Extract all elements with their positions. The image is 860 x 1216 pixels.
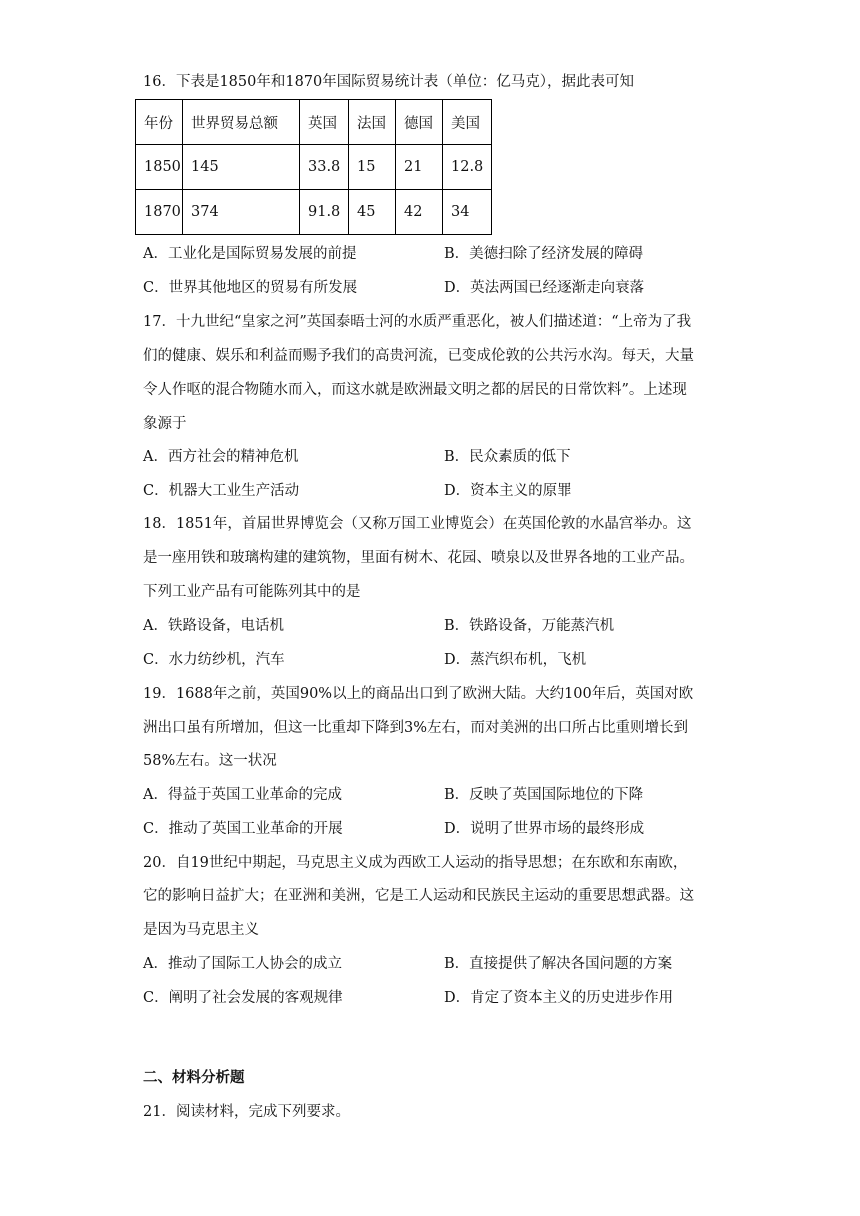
question-19-stem-line: 58%左右。这一状况 [143, 753, 277, 769]
table-header-cell: 德国 [396, 100, 443, 145]
question-17-option-a[interactable]: A．西方社会的精神危机 [143, 449, 299, 465]
question-20-option-b[interactable]: B．直接提供了解决各国问题的方案 [444, 956, 673, 972]
table-cell: 15 [349, 145, 396, 190]
question-20-option-d[interactable]: D．肯定了资本主义的历史进步作用 [444, 990, 674, 1006]
question-17-option-b[interactable]: B．民众素质的低下 [444, 449, 571, 465]
question-20-stem-line: 20．自19世纪中期起，马克思主义成为西欧工人运动的指导思想；在东欧和东南欧， [143, 855, 688, 871]
question-16-option-d[interactable]: D．英法两国已经逐渐走向衰落 [444, 280, 645, 296]
table-cell: 1870 [136, 190, 183, 235]
table-cell: 374 [183, 190, 300, 235]
table-row [136, 145, 492, 190]
question-19-option-d[interactable]: D．说明了世界市场的最终形成 [444, 821, 645, 837]
question-18-option-a[interactable]: A．铁路设备，电话机 [143, 618, 284, 634]
question-17-stem-line: 们的健康、娱乐和利益而赐予我们的高贵河流，已变成伦敦的公共污水沟。每天，大量 [143, 348, 694, 364]
table-cell: 42 [396, 190, 443, 235]
table-header-row [136, 100, 492, 145]
table-header-cell: 世界贸易总额 [183, 100, 300, 145]
question-19-option-c[interactable]: C．推动了英国工业革命的开展 [143, 821, 343, 837]
table-cell: 145 [183, 145, 300, 190]
table-header-cell: 英国 [300, 100, 349, 145]
question-18-option-b[interactable]: B．铁路设备，万能蒸汽机 [444, 618, 615, 634]
question-16-option-c[interactable]: C．世界其他地区的贸易有所发展 [143, 280, 358, 296]
table-header-cell: 法国 [349, 100, 396, 145]
question-16-option-a[interactable]: A．工业化是国际贸易发展的前提 [143, 246, 357, 262]
question-18-stem-line: 18．1851年，首届世界博览会（又称万国工业博览会）在英国伦敦的水晶宫举办。这 [143, 516, 692, 532]
question-19-option-b[interactable]: B．反映了英国国际地位的下降 [444, 787, 644, 803]
question-20-option-c[interactable]: C．阐明了社会发展的客观规律 [143, 990, 343, 1006]
question-16-option-b[interactable]: B．美德扫除了经济发展的障碍 [444, 246, 644, 262]
question-17-stem-line: 令人作呕的混合物随水而入，而这水就是欧洲最文明之都的居民的日常饮料”。上述现 [143, 382, 687, 398]
question-17-stem-line: 17．十九世纪“皇家之河”英国泰晤士河的水质严重恶化，被人们描述道：“上帝为了我 [143, 314, 692, 330]
question-21-prompt: 21．阅读材料，完成下列要求。 [143, 1104, 350, 1120]
question-18-option-c[interactable]: C．水力纺纱机，汽车 [143, 652, 285, 668]
table-cell: 34 [443, 190, 492, 235]
table-cell: 45 [349, 190, 396, 235]
table-cell: 91.8 [300, 190, 349, 235]
question-20-stem-line: 是因为马克思主义 [143, 922, 259, 938]
table-cell: 33.8 [300, 145, 349, 190]
table-row [136, 190, 492, 235]
question-20-option-a[interactable]: A．推动了国际工人协会的成立 [143, 956, 342, 972]
question-18-stem-line: 是一座用铁和玻璃构建的建筑物，里面有树木、花园、喷泉以及世界各地的工业产品。 [143, 550, 694, 566]
question-19-stem-line: 19．1688年之前，英国90%以上的商品出口到了欧洲大陆。大约100年后，英国对欧 [143, 686, 694, 702]
table-header-cell: 美国 [443, 100, 492, 145]
question-19-option-a[interactable]: A．得益于英国工业革命的完成 [143, 787, 342, 803]
trade-statistics-table [135, 99, 492, 235]
table-header-cell: 年份 [136, 100, 183, 145]
question-20-stem-line: 它的影响日益扩大；在亚洲和美洲，它是工人运动和民族民主运动的重要思想武器。这 [143, 888, 694, 904]
table-cell: 21 [396, 145, 443, 190]
question-17-option-c[interactable]: C．机器大工业生产活动 [143, 483, 300, 499]
table-cell: 12.8 [443, 145, 492, 190]
table-cell: 1850 [136, 145, 183, 190]
section-title: 二、材料分析题 [143, 1069, 245, 1086]
question-18-option-d[interactable]: D．蒸汽织布机，飞机 [444, 652, 587, 668]
question-19-stem-line: 洲出口虽有所增加，但这一比重却下降到3%左右，而对美洲的出口所占比重则增长到 [143, 720, 688, 736]
question-16-stem: 16．下表是1850年和1870年国际贸易统计表（单位：亿马克），据此表可知 [143, 74, 635, 90]
question-17-option-d[interactable]: D．资本主义的原罪 [444, 483, 572, 499]
question-17-stem-line: 象源于 [143, 416, 187, 432]
question-18-stem-line: 下列工业产品有可能陈列其中的是 [143, 584, 361, 600]
